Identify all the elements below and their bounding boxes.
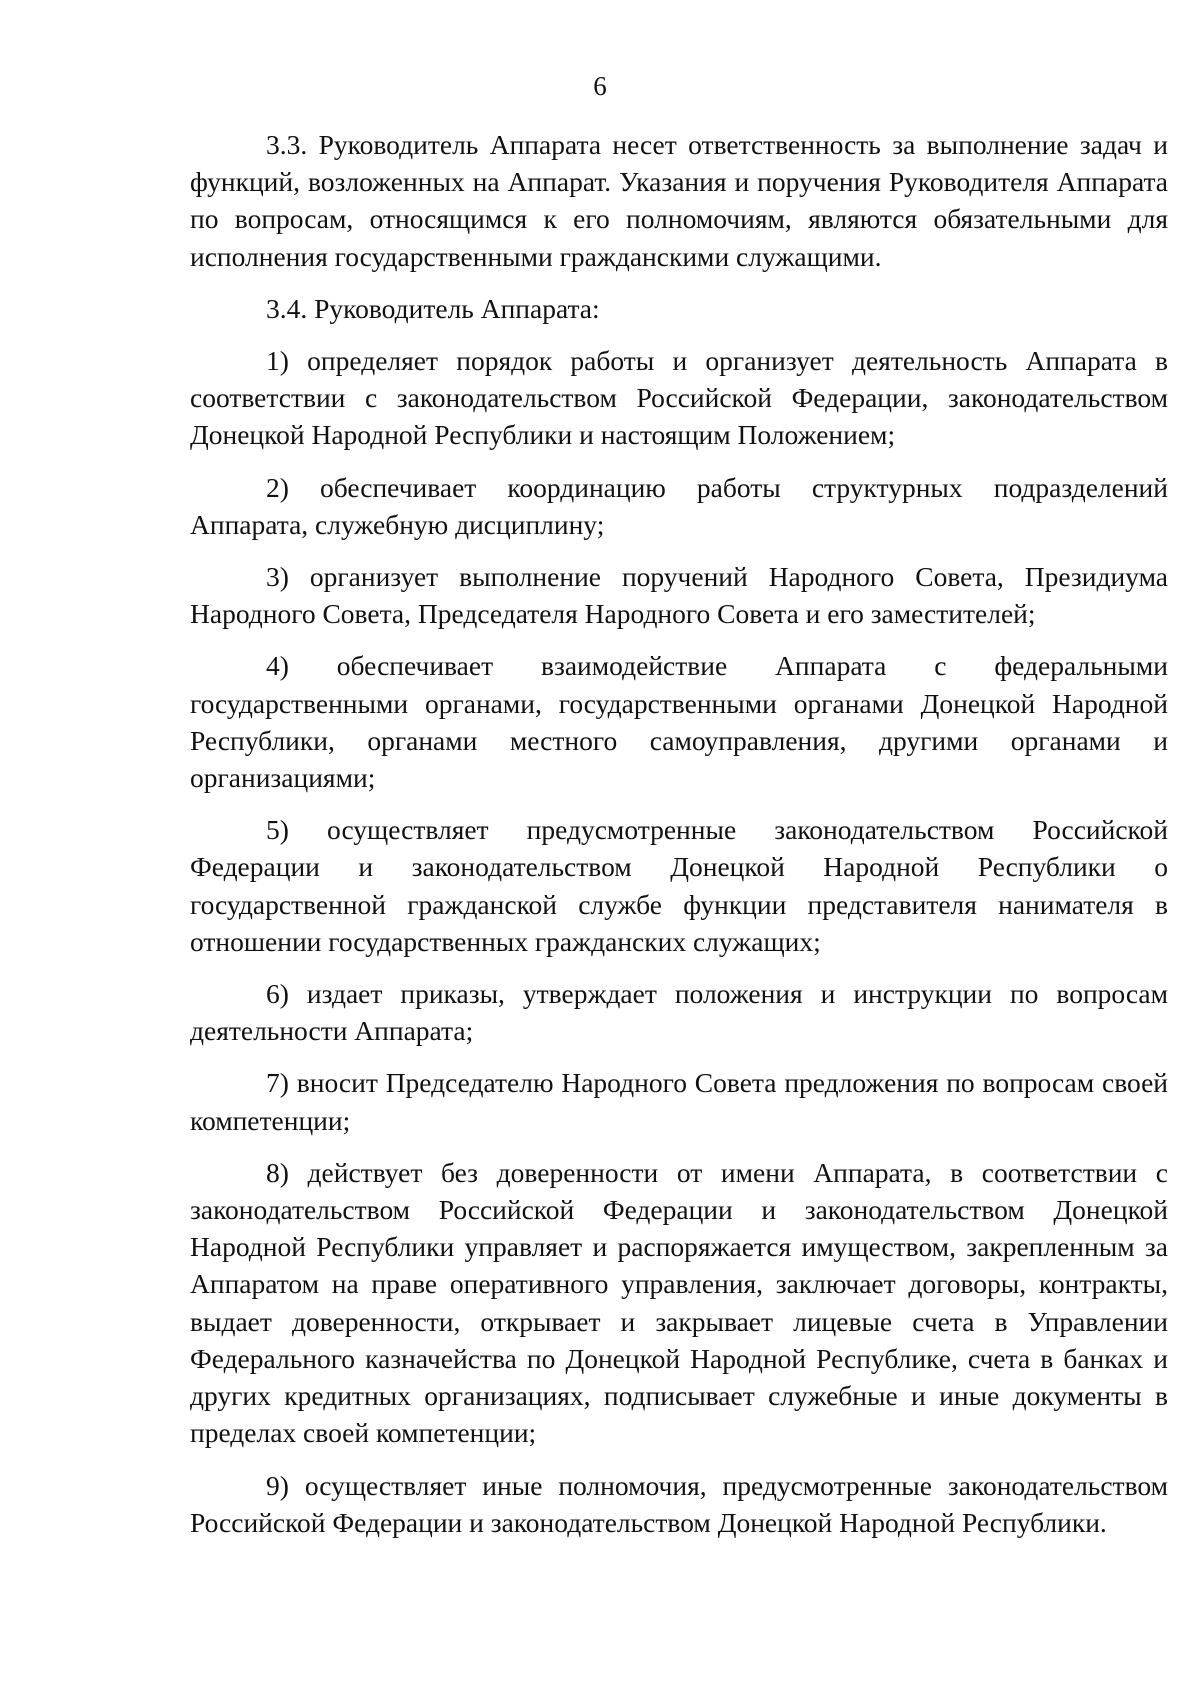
paragraph-3-4-heading: 3.4. Руководитель Аппарата: — [266, 292, 600, 324]
page-number: 6 — [593, 71, 607, 101]
list-item-3: 3) организует выполнение поручений Народного Совета, Президиума Народного Совета, Председателя Народного Совета и его заместителей; — [190, 561, 1168, 630]
list-item-2: 2) обеспечивает координацию работы структурных подразделений Аппарата, служебную дисциплину; — [190, 471, 1168, 540]
list-item-4: 4) обеспечивает взаимодействие Аппарата с федеральными государственными органами, государственными органами Донецкой Народной Республики, органами местного самоуправления, другими органами и организациями; — [190, 650, 1168, 794]
list-item-1: 1) определяет порядок работы и организует деятельность Аппарата в соответствии с законодательством Российской Федерации, законодательством Донецкой Народной Республики и настоящим Положением; — [190, 345, 1168, 451]
list-item-9: 9) осуществляет иные полномочия, предусмотренные законодательством Российской Федерации и законодательством Донецкой Народной Республики. — [190, 1469, 1168, 1538]
paragraph-3-3: 3.3. Руководитель Аппарата несет ответственность за выполнение задач и функций, возложенных на Аппарат. Указания и поручения Руководителя Аппарата по вопросам, относящимся к его полномочиям, являются обязательными для исполнения государственными гражданскими служащими. — [190, 129, 1168, 272]
list-item-7: 7) вносит Председателю Народного Совета предложения по вопросам своей компетенции; — [190, 1067, 1168, 1136]
list-item-6: 6) издает приказы, утверждает положения и инструкции по вопросам деятельности Аппарата; — [190, 978, 1168, 1047]
document-body — [190, 126, 1168, 1556]
list-item-5: 5) осуществляет предусмотренные законодательством Российской Федерации и законодательством Донецкой Народной Республики о государственной гражданской службе функции представителя нанимателя в отношении государственных гражданских служащих; — [190, 814, 1168, 957]
list-item-8: 8) действует без доверенности от имени Аппарата, в соответствии с законодательством Российской Федерации и законодательством Донецкой Народной Республики управляет и распоряжается имуществом, закрепленным за Аппаратом на праве оперативного управления, заключает договоры, контракты, выдает доверенности, открывает и закрывает лицевые счета в Управлении Федерального казначейства по Донецкой Народной Республике, счета в банках и других кредитных организациях, подписывает служебные и иные документы в пределах своей компетенции; — [190, 1156, 1168, 1449]
